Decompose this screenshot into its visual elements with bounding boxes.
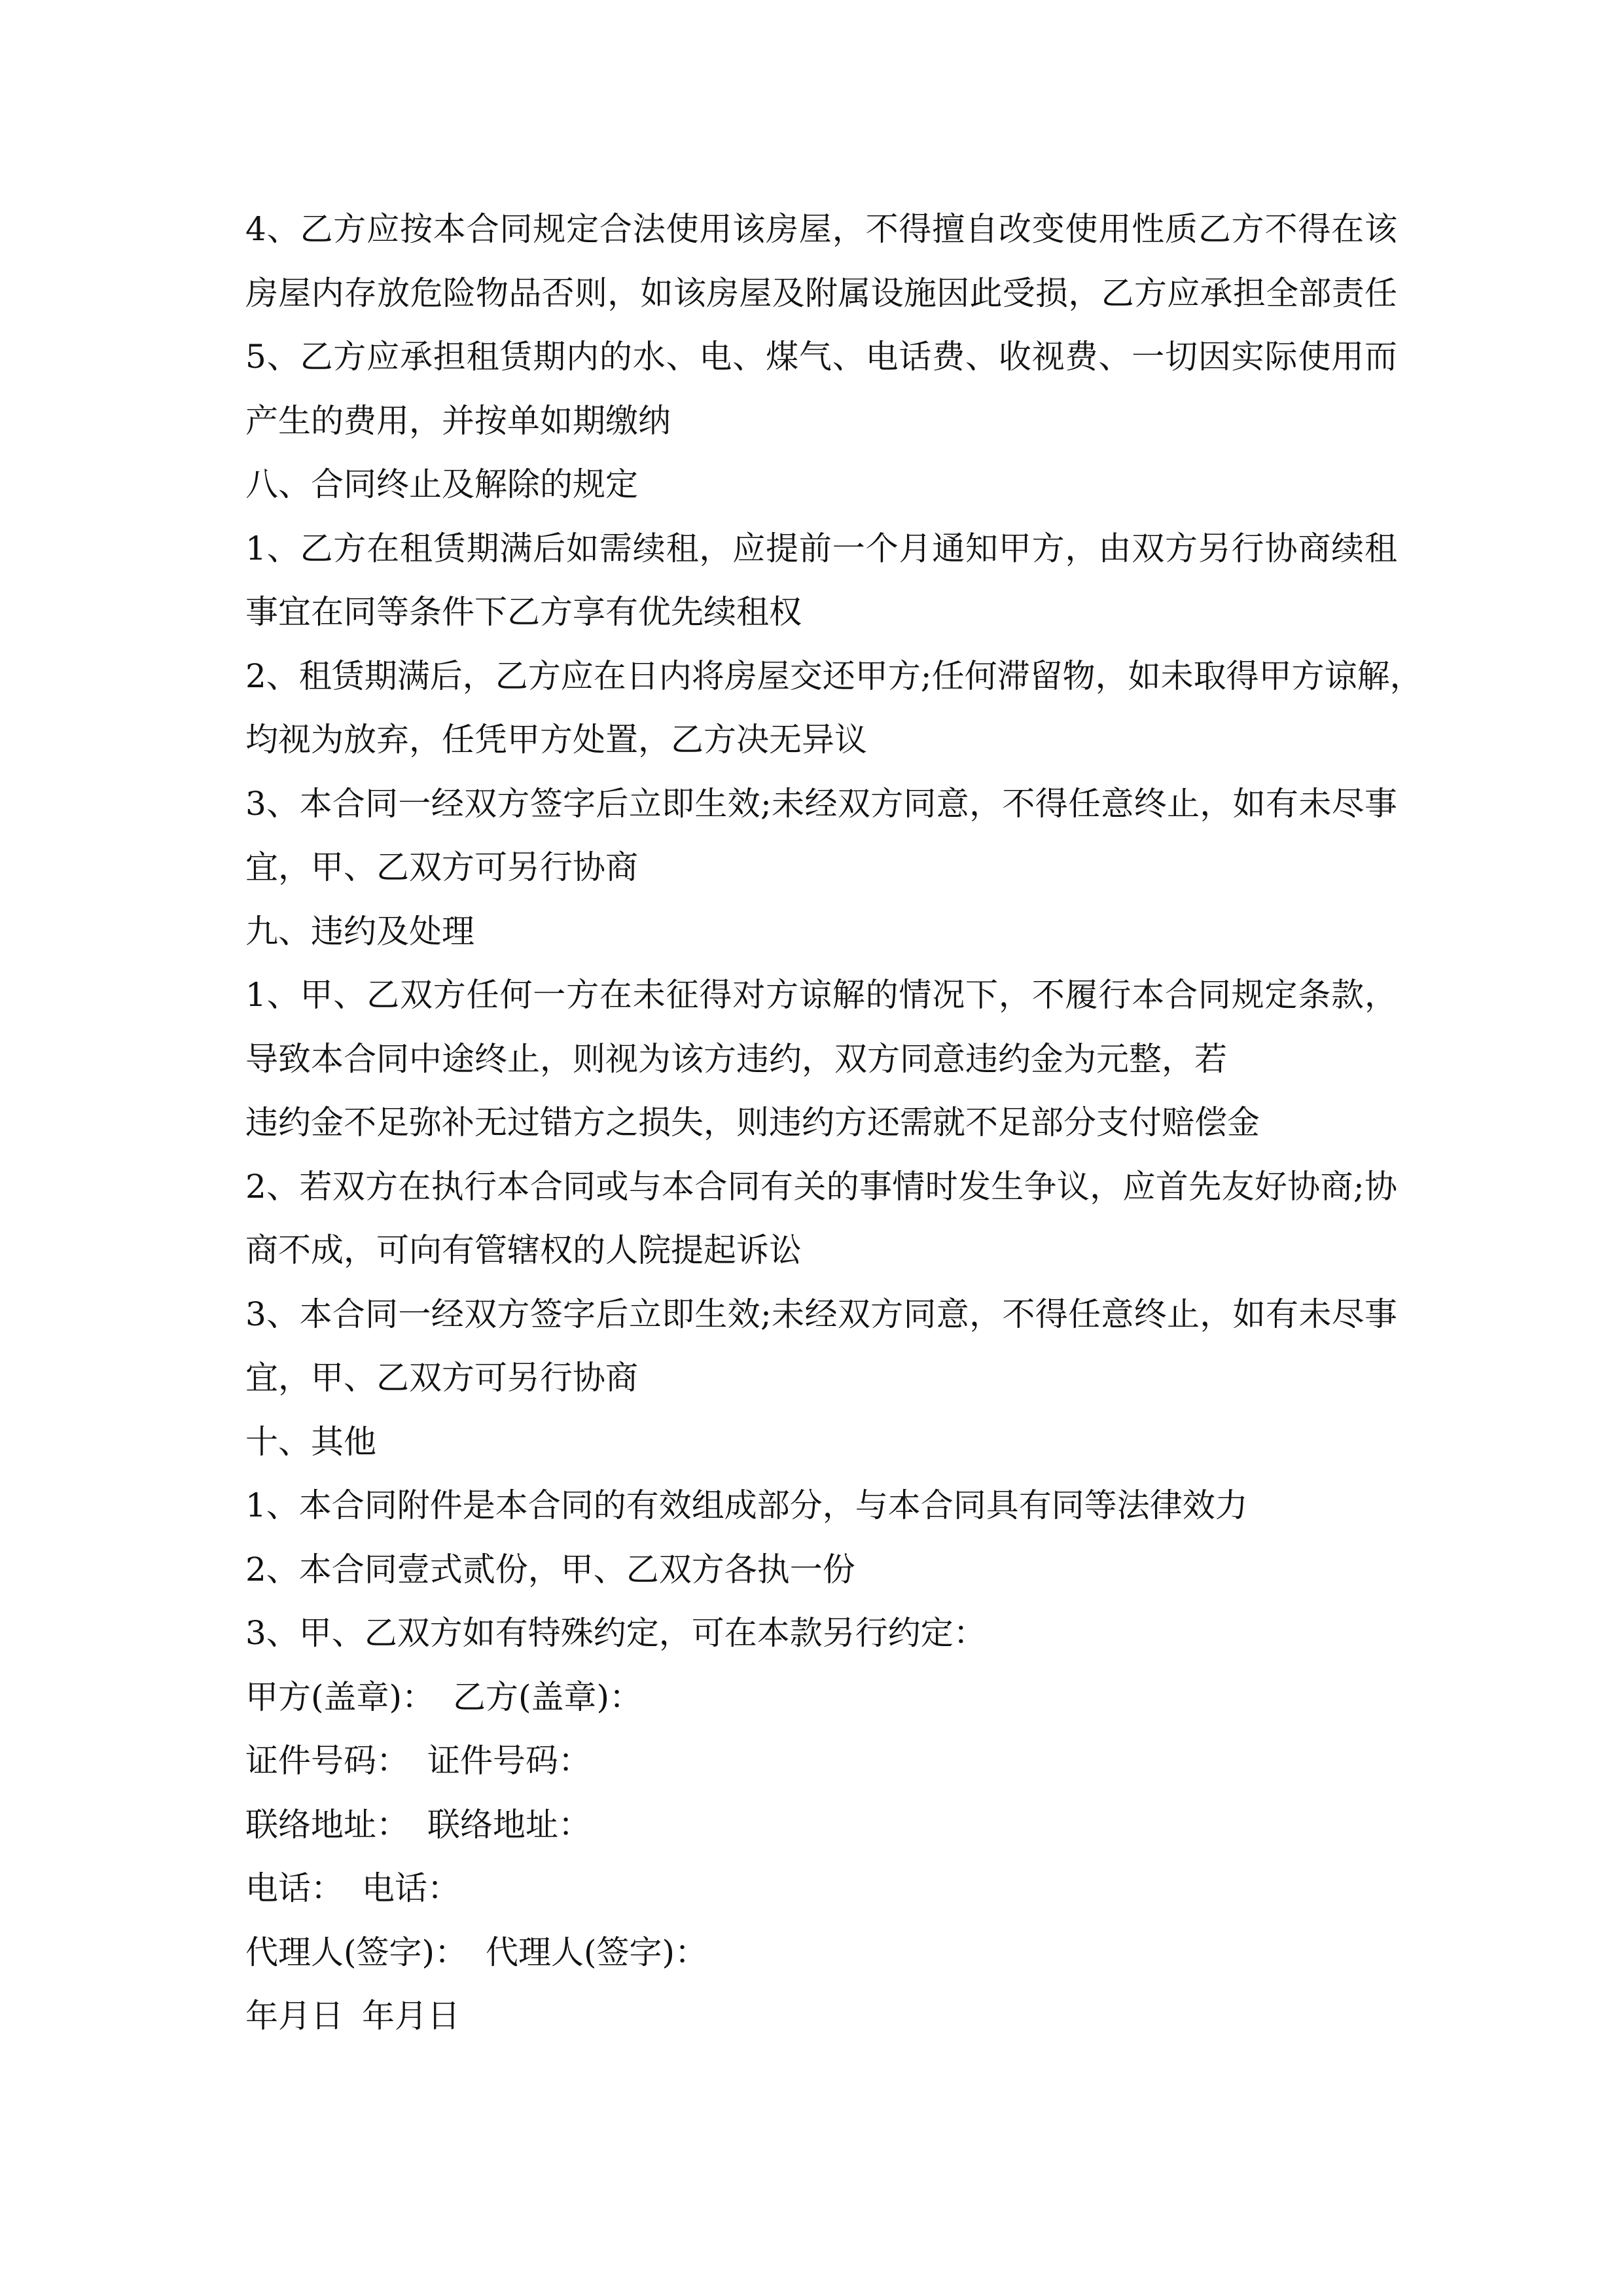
text-line: 5、乙方应承担租赁期内的水、电、煤气、电话费、收视费、一切因实际使用而 xyxy=(245,338,1397,376)
penalty-text-after: 元整，若 xyxy=(1096,1039,1227,1078)
party-b-address-label: 联络地址： xyxy=(427,1805,591,1844)
party-b-agent-label: 代理人(签字)： xyxy=(486,1933,708,1971)
text-line: 3、本合同一经双方签字后立即生效;未经双方同意，不得任意终止，如有未尽事 xyxy=(245,784,1397,823)
year-label: 年 xyxy=(362,1997,395,2035)
party-b-phone-label: 电话： xyxy=(362,1869,460,1907)
penalty-text-before: 导致本合同中途终止，则视为该方违约，双方同意违约金为 xyxy=(245,1039,1096,1078)
party-a-id-label: 证件号码： xyxy=(245,1742,409,1780)
text-line: 4、乙方应按本合同规定合法使用该房屋，不得擅自改变使用性质乙方不得在该 xyxy=(245,210,1397,248)
id-line xyxy=(245,1729,1397,1793)
party-a-phone-label: 电话： xyxy=(245,1869,344,1907)
day-label: 日 xyxy=(311,1997,344,2035)
address-line xyxy=(245,1793,1397,1857)
text-line: 宜，甲、乙双方可另行协商 xyxy=(245,1359,638,1397)
party-a-address-label: 联络地址： xyxy=(245,1805,409,1844)
text-line: 违约金不足弥补无过错方之损失，则违约方还需就不足部分支付赔偿金 xyxy=(245,1103,1260,1141)
special-agreement-text: 3、甲、乙双方如有特殊约定，可在本款另行约定： xyxy=(245,1614,986,1652)
section-heading: 十、其他 xyxy=(245,1422,376,1461)
day-label: 日 xyxy=(427,1997,460,2035)
text-line: 事宜在同等条件下乙方享有优先续租权 xyxy=(245,593,802,631)
month-label: 月 xyxy=(395,1997,427,2035)
text-line: 商不成，可向有管辖权的人院提起诉讼 xyxy=(245,1231,802,1269)
party-b-id-label: 证件号码： xyxy=(427,1742,591,1780)
text-line: 产生的费用，并按单如期缴纳 xyxy=(245,401,671,440)
party-b-seal-label: 乙方(盖章)： xyxy=(453,1677,643,1716)
text-line: 2、租赁期满后，乙方应在日内将房屋交还甲方;任何滞留物，如未取得甲方谅解， xyxy=(245,656,1423,695)
date-line xyxy=(245,1984,1397,2049)
section-heading: 九、违约及处理 xyxy=(245,912,474,950)
seal-line xyxy=(245,1666,1397,1730)
special-agreement-line xyxy=(245,1602,1397,1666)
text-line: 1、甲、乙双方任何一方在未征得对方谅解的情况下，不履行本合同规定条款， xyxy=(245,976,1397,1014)
text-line: 宜，甲、乙双方可另行协商 xyxy=(245,848,638,886)
text-line: 均视为放弃，任凭甲方处置，乙方决无异议 xyxy=(245,721,867,759)
penalty-line xyxy=(245,1028,1397,1092)
party-a-seal-label: 甲方(盖章)： xyxy=(245,1677,435,1716)
text-line: 1、乙方在租赁期满后如需续租，应提前一个月通知甲方，由双方另行协商续租 xyxy=(245,529,1397,567)
party-a-agent-label: 代理人(签字)： xyxy=(245,1933,468,1971)
phone-line xyxy=(245,1857,1397,1921)
agent-line xyxy=(245,1921,1397,1985)
text-line: 房屋内存放危险物品否则，如该房屋及附属设施因此受损，乙方应承担全部责任 xyxy=(245,274,1397,312)
year-label: 年 xyxy=(245,1997,278,2035)
text-line: 2、若双方在执行本合同或与本合同有关的事情时发生争议，应首先友好协商;协 xyxy=(245,1167,1397,1206)
text-line: 2、本合同壹式贰份，甲、乙双方各执一份 xyxy=(245,1550,855,1588)
section-heading: 八、合同终止及解除的规定 xyxy=(245,465,638,503)
text-line: 3、本合同一经双方签字后立即生效;未经双方同意，不得任意终止，如有未尽事 xyxy=(245,1295,1397,1333)
text-line: 1、本合同附件是本合同的有效组成部分，与本合同具有同等法律效力 xyxy=(245,1486,1248,1524)
month-label: 月 xyxy=(278,1997,311,2035)
contract-text xyxy=(245,198,1423,2049)
